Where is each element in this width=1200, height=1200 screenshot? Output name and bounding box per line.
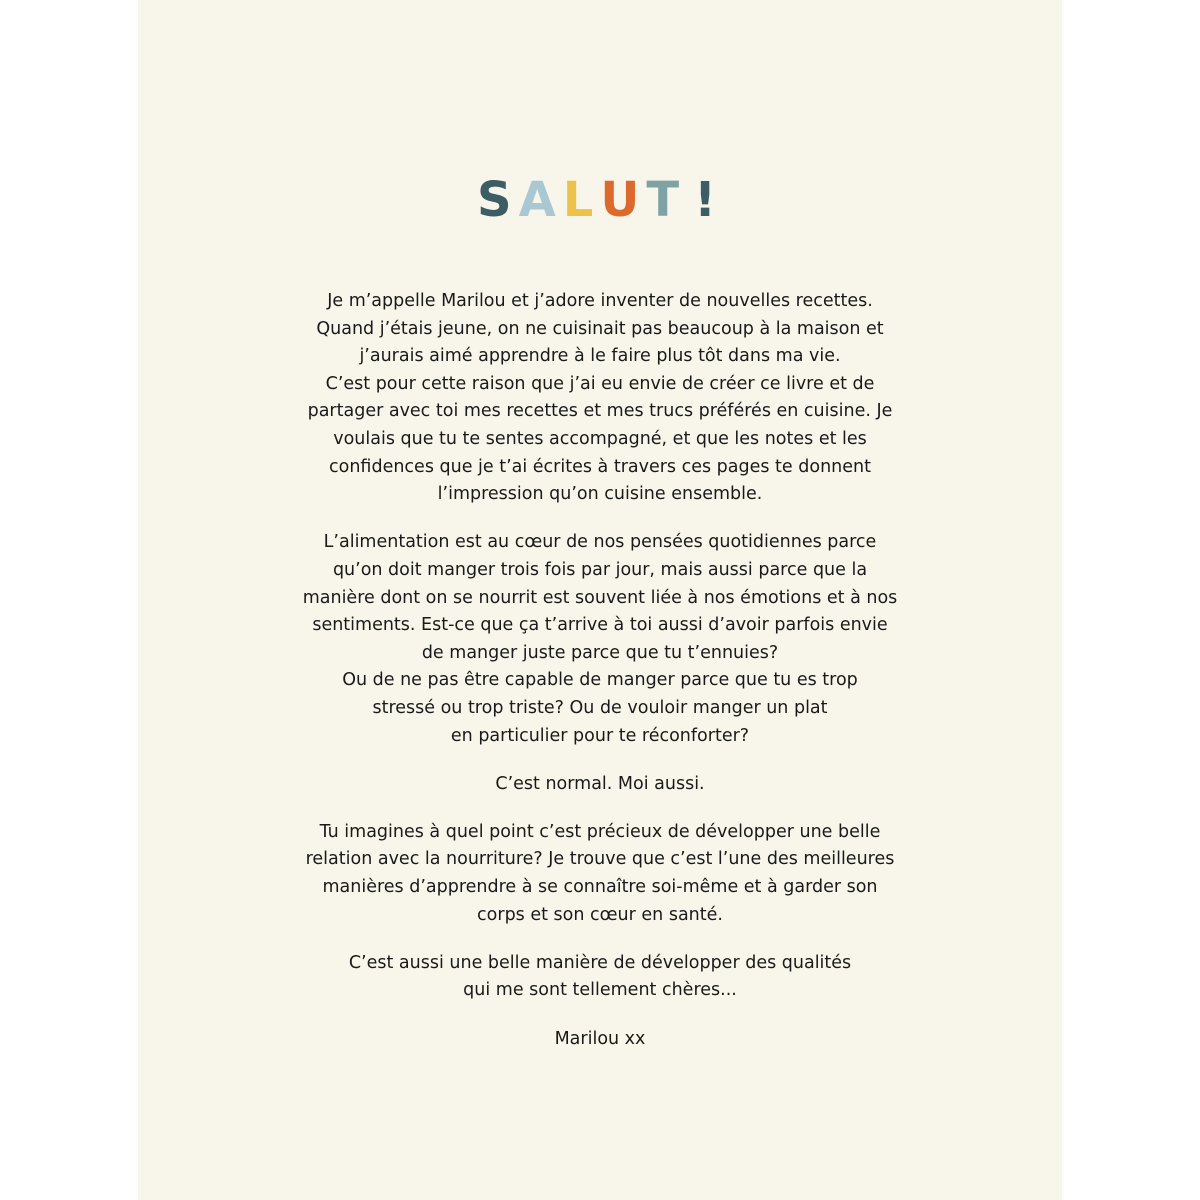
text-line: qui me sont tellement chères...: [463, 980, 737, 1001]
text-line: Tu imagines à quel point c’est précieux de développer une belle: [319, 821, 881, 842]
page-title: [138, 170, 1062, 230]
paragraph-intro: [138, 288, 1062, 509]
text-line: corps et son cœur en santé.: [477, 904, 723, 925]
text-line: C’est normal. Moi aussi.: [495, 773, 705, 794]
title-letter-t: T: [646, 172, 687, 228]
text-line: manière dont on se nourrit est souvent liée à nos émotions et à nos: [302, 587, 898, 608]
text-line: confidences que je t’ai écrites à travers ces pages te donnent: [329, 456, 871, 477]
text-line: stressé ou trop triste? Ou de vouloir manger un plat: [372, 697, 828, 718]
text-line: qu’on doit manger trois fois par jour, mais aussi parce que la: [332, 559, 868, 580]
text-line: L’alimentation est au cœur de nos pensées quotidiennes parce: [323, 532, 877, 553]
signature: [138, 1026, 1062, 1054]
text-line: voulais que tu te sentes accompagné, et que les notes et les: [333, 428, 867, 449]
text-line: relation avec la nourriture? Je trouve que c’est l’une des meilleures: [305, 849, 895, 870]
text-line: C’est aussi une belle manière de développer des qualités: [348, 952, 852, 973]
text-line: j’aurais aimé apprendre à le faire plus tôt dans ma vie.: [359, 346, 841, 367]
paragraph-alimentation: [138, 529, 1062, 750]
text-line: l’impression qu’on cuisine ensemble.: [437, 484, 763, 505]
book-page: [138, 0, 1062, 1200]
title-letter-a: A: [518, 172, 563, 228]
paragraph-qualites: [138, 950, 1062, 1005]
title-exclamation: !: [694, 172, 723, 228]
text-line: Je m’appelle Marilou et j’adore inventer de nouvelles recettes.: [327, 291, 873, 311]
text-line: sentiments. Est-ce que ça t’arrive à toi aussi d’avoir parfois envie: [312, 615, 888, 636]
title-letter-l: L: [562, 172, 601, 228]
paragraph-relation: [138, 819, 1062, 929]
text-line: en particulier pour te réconforter?: [450, 725, 750, 746]
text-line: manières d’apprendre à se connaître soi-même et à garder son: [322, 877, 878, 898]
text-line: Ou de ne pas être capable de manger parce que tu es trop: [342, 670, 858, 691]
text-line: partager avec toi mes recettes et mes trucs préférés en cuisine. Je: [307, 401, 893, 422]
signature-text: Marilou xx: [554, 1028, 646, 1049]
text-line: Quand j’étais jeune, on ne cuisinait pas beaucoup à la maison et: [316, 318, 884, 339]
text-line: C’est pour cette raison que j’ai eu envie de créer ce livre et de: [325, 373, 875, 394]
paragraph-normal: [138, 771, 1062, 799]
text-line: de manger juste parce que tu t’ennuies?: [421, 642, 779, 663]
title-letter-u: U: [600, 172, 647, 228]
letter-body: [138, 288, 1062, 1074]
title-letter-s: S: [477, 172, 519, 228]
